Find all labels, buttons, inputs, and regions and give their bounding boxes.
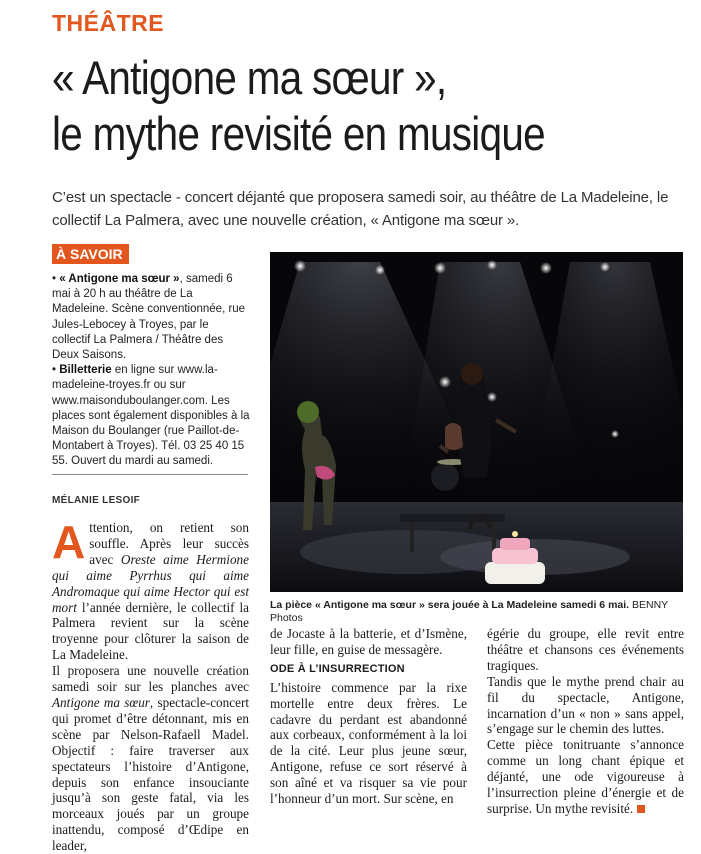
article-paragraph: L’histoire commence par la rixe mortelle entre deux frères. Le cadavre du perdant est abandonné aux corbeaux, conformément à la loi de la cité. Leur plus jeune sœur, Antigone, refuse ce sort réservé à son aîné et va risquer sa vie pour l’honneur d’un mort. Sur scène, en xyxy=(270,679,467,807)
a-savoir-box xyxy=(52,272,250,470)
a-savoir-item-text: en ligne sur www.la-madeleine-troyes.fr ou sur www.maisonduboulanger.com. Les places sont également disponibles à la Maison du Boulanger (rue Paillot-de-Montabert à Troyes). Tél. 03 25 40 15 55. Ouvert du mardi au samedi. xyxy=(52,364,250,468)
article-column-2 xyxy=(270,626,467,807)
section-rubric: THÉÂTRE xyxy=(52,10,165,36)
end-mark-icon xyxy=(637,805,645,813)
photo-credit: BENNY Photos xyxy=(270,599,668,624)
article-paragraph: Tandis que le mythe prend chair au fil du spectacle, Antigone, incarnation d’un « non » sans appel, s’engage sur le chemin des luttes. xyxy=(487,673,684,737)
article-subhead: ODE À L’INSURRECTION xyxy=(270,662,405,675)
drop-cap: A xyxy=(52,516,86,568)
headline-line-2: le mythe revisité en musique xyxy=(52,107,545,160)
headline-line-1: « Antigone ma sœur », xyxy=(52,51,447,104)
article-paragraph xyxy=(52,516,250,663)
paragraph-text: Il proposera une nouvelle création samedi soir sur les planches avec xyxy=(52,663,249,695)
article-column-1 xyxy=(52,516,250,854)
article-column-3 xyxy=(487,626,684,817)
stage-photo xyxy=(270,252,683,592)
photo-caption xyxy=(270,599,690,625)
stage-photo-illustration xyxy=(270,252,683,592)
article-paragraph xyxy=(52,663,249,854)
paragraph-text: Cette pièce tonitruante s’annonce comme un long chant épique et déjanté, une ode vigoureuse à l’insurrection pleine d’énergie et de surprise. Un mythe revisité. xyxy=(487,737,684,816)
headline xyxy=(52,50,607,162)
author-byline: MÉLANIE LESOIF xyxy=(52,495,141,506)
paragraph-text: l’année dernière, le collectif la Palmera revient sur la scène troyenne pour clôturer la saison de La Madeleine. xyxy=(52,599,249,663)
article-paragraph: égérie du groupe, elle revit entre théâtre et chansons ces événements tragiques. xyxy=(487,626,684,673)
standfirst: C’est un spectacle - concert déjanté que proposera samedi soir, au théâtre de La Madeleine, le collectif La Palmera, avec une nouvelle création, « Antigone ma sœur ». xyxy=(52,189,669,229)
paragraph-text: ttention, on retient son souffle. Après leur succès avec xyxy=(89,520,249,567)
a-savoir-item-title: « Antigone ma sœur » xyxy=(59,273,180,285)
caption-text: La pièce « Antigone ma sœur » sera jouée à La Madeleine samedi 6 mai. xyxy=(270,599,630,611)
article-paragraph xyxy=(487,737,684,817)
paragraph-text: , spectacle-concert qui promet d’être détonnant, mis en scène par Nelson-Rafaell Madel. Objectif : faire traverser aux spectateurs l’histoire d’Antigone, depuis son enfance insouciante jusqu’à son geste fatal, via les morceaux joués par un groupe inattendu, composé d’Œdipe en leader, xyxy=(52,694,249,854)
paragraph-emphasis: Antigone ma sœur xyxy=(52,694,150,710)
a-savoir-item-text: , samedi 6 mai à 20 h au théâtre de La Madeleine. Scène conventionnée, rue Jules-Lebocey à Troyes, par le collectif La Palmera / Théâtre des Deux Saisons. xyxy=(52,273,246,362)
article-paragraph: de Jocaste à la batterie, et d’Ismène, leur fille, en guise de messagère. xyxy=(270,626,467,657)
divider xyxy=(52,474,248,475)
a-savoir-item: • « Antigone ma sœur », samedi 6 mai à 20 h au théâtre de La Madeleine. Scène conventionnée, rue Jules-Lebocey à Troyes, par le collectif La Palmera / Théâtre des Deux Saisons. xyxy=(52,273,246,362)
a-savoir-item: • Billetterie en ligne sur www.la-madeleine-troyes.fr ou sur www.maisonduboulanger.com. Les places sont également disponibles à la Maison du Boulanger (rue Paillot-de-Montabert à Troyes). Tél. 03 25 40 15 55. Ouvert du mardi au samedi. xyxy=(52,364,250,468)
a-savoir-item-title: Billetterie xyxy=(59,364,112,377)
a-savoir-tag: À SAVOIR xyxy=(52,244,129,264)
paragraph-emphasis: Oreste aime Hermione qui aime Pyrrhus qui aime Andromaque qui aime Hector qui est mort xyxy=(52,551,250,615)
